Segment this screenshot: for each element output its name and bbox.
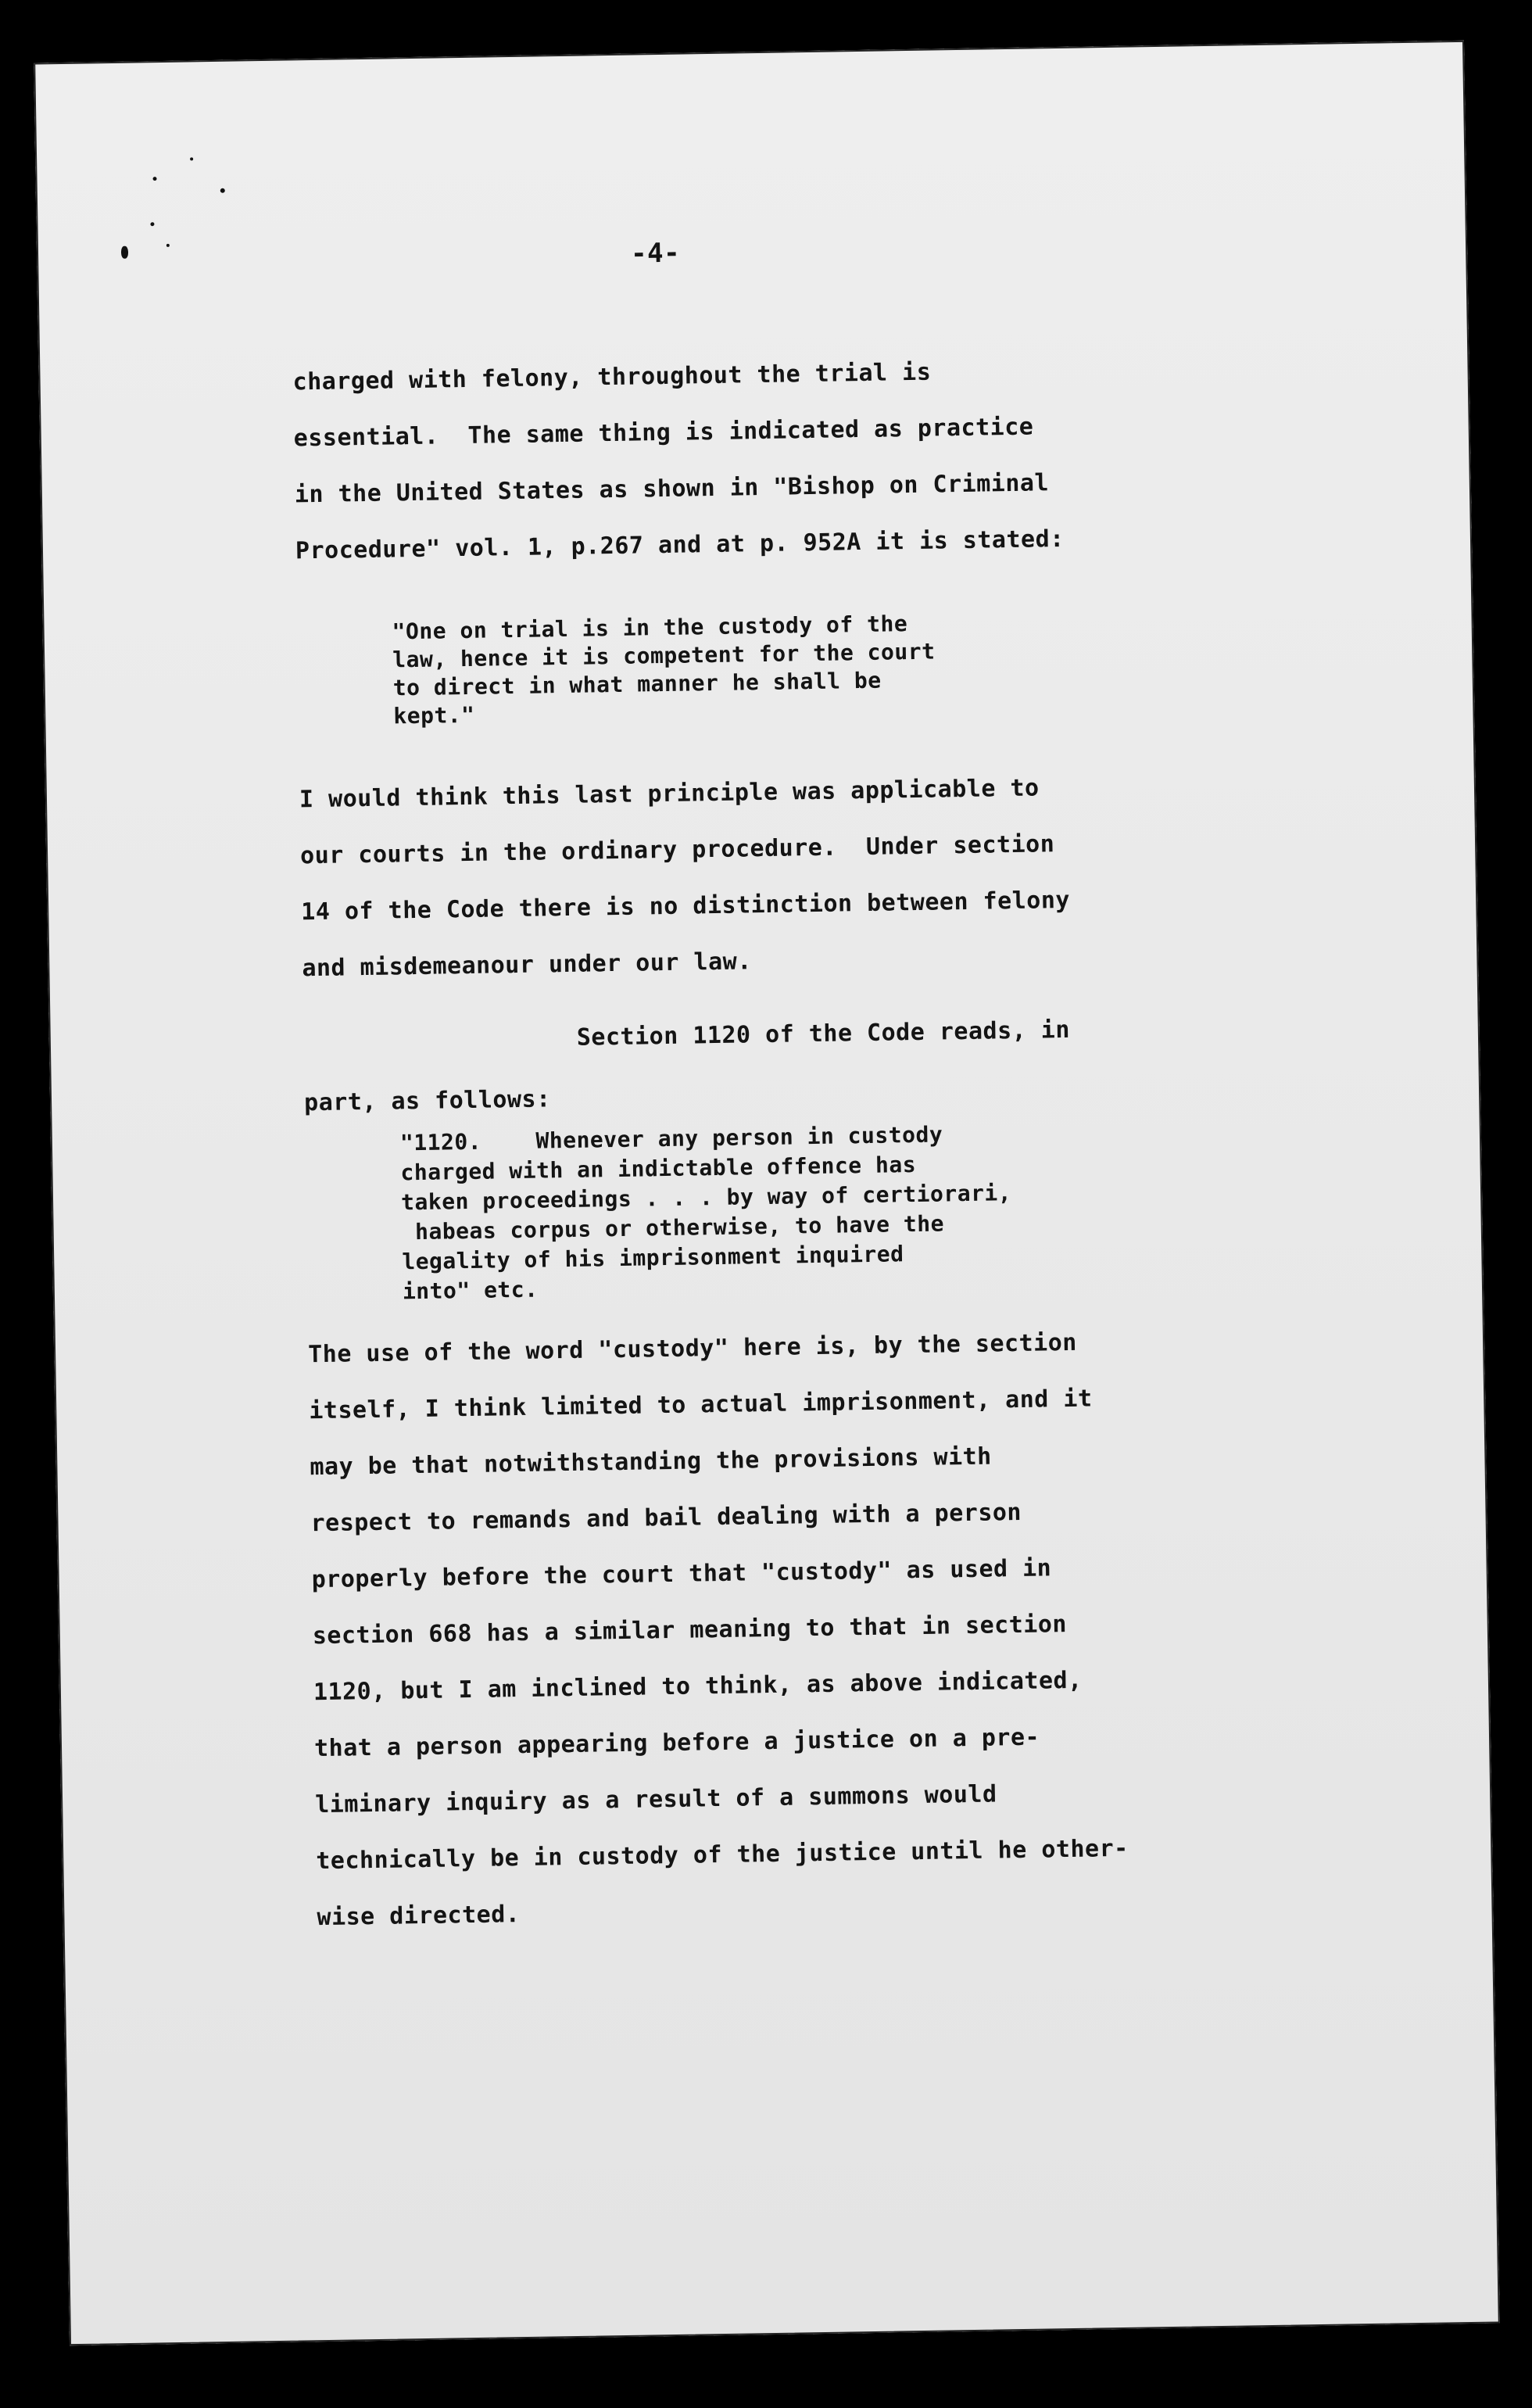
text-line: The use of the word "custody" here is, by the section <box>307 1328 1078 1369</box>
text-line: charged with felony, throughout the trial is <box>292 358 932 396</box>
text-line: 1120, but I am inclined to think, as above indicated, <box>313 1666 1083 1707</box>
text-line: in the United States as shown in "Bishop on Criminal <box>294 469 1050 509</box>
quote-line: into" etc. <box>402 1276 539 1305</box>
text-line: essential. The same thing is indicated as practice <box>293 413 1034 453</box>
text-line: our courts in the ordinary procedure. Under section <box>299 830 1055 870</box>
text-line: that a person appearing before a justice on a pre- <box>313 1723 1040 1763</box>
quote-line: kept." <box>393 701 475 729</box>
quote-line: to direct in what manner he shall be <box>392 667 882 701</box>
text-line: respect to remands and bail dealing with a person <box>310 1498 1022 1538</box>
text-line: liminary inquiry as a result of a summons would <box>314 1780 997 1819</box>
text-line: and misdemeanour under our law. <box>302 948 753 983</box>
quote-line: law, hence it is competent for the court <box>392 638 936 673</box>
quote-line: habeas corpus or otherwise, to have the <box>401 1210 945 1245</box>
text-line: technically be in custody of the justice until he other- <box>316 1834 1129 1876</box>
text-line: section 668 has a similar meaning to that in section <box>312 1611 1068 1650</box>
text-line: may be that notwithstanding the provisions with <box>310 1442 993 1482</box>
text-line: Procedure" vol. 1, p.267 and at p. 952A it is stated: <box>295 525 1065 565</box>
quote-line: taken proceedings . . . by way of certiorari, <box>400 1180 1012 1216</box>
text-line: itself, I think limited to actual imprisonment, and it <box>309 1385 1093 1425</box>
page-text <box>34 41 1500 2345</box>
document-page <box>34 41 1500 2345</box>
text-line: wise directed. <box>317 1901 521 1932</box>
quote-line: "One on trial is in the custody of the <box>392 611 908 645</box>
quote-line: charged with an indictable offence has <box>400 1151 917 1186</box>
page-number: -4- <box>630 237 681 270</box>
text-line: 14 of the Code there is no distinction between felony <box>301 886 1071 926</box>
text-line: Section 1120 of the Code reads, in <box>576 1016 1071 1052</box>
quote-line: legality of his imprisonment inquired <box>402 1241 904 1275</box>
text-line: I would think this last principle was applicable to <box>299 774 1040 814</box>
quote-line: "1120. Whenever any person in custody <box>399 1121 943 1156</box>
text-line: part, as follows: <box>303 1085 551 1117</box>
text-line: properly before the court that "custody" as used in <box>311 1554 1052 1594</box>
